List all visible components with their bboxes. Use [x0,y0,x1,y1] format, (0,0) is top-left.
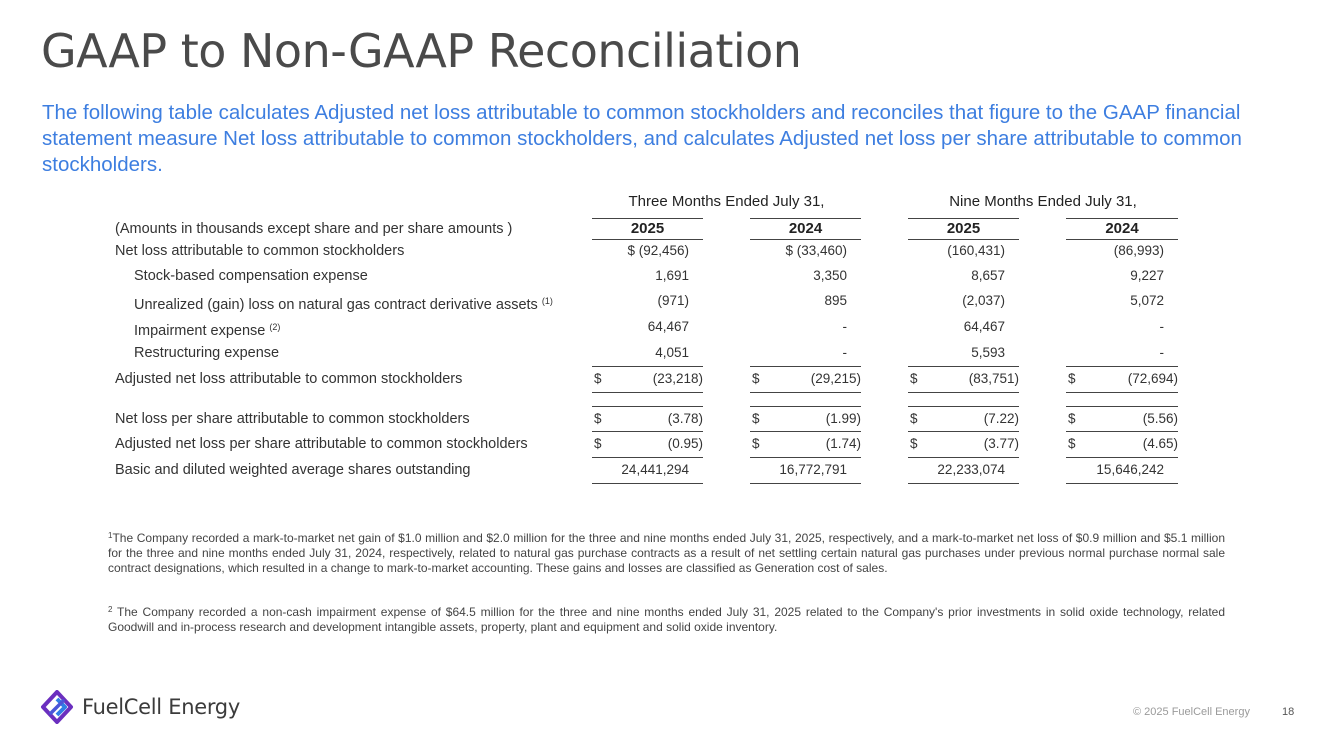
table-rule [908,392,1019,393]
row-label-text: Unrealized (gain) loss on natural gas contract derivative assets [134,297,538,313]
value-cell: $ (4.65) [1068,436,1178,451]
fuelcell-diamond-logo-icon [40,690,74,724]
value-cell: 8,657 [971,268,1005,283]
column-group-three-months: Three Months Ended July 31, [628,193,825,210]
row-label-text: Net loss per share attributable to common stockholders [115,411,470,427]
table-rule [592,483,703,484]
table-rule [908,366,1019,367]
value-cell: $ (1.99) [752,411,861,426]
page-title: GAAP to Non-GAAP Reconciliation [41,24,802,78]
year-header: 2025 [592,218,703,240]
table-rule [908,457,1019,458]
value-cell: 1,691 [655,268,689,283]
value-cell: 24,441,294 [621,462,689,477]
value-cell: (2,037) [962,293,1005,308]
year-header: 2024 [750,218,861,240]
table-rule [592,392,703,393]
value-cell: 3,350 [813,268,847,283]
table-rule [1066,406,1178,407]
value-cell: $ (92,456) [627,243,689,258]
table-rule [750,392,861,393]
row-label [115,369,462,389]
table-rule [592,406,703,407]
value-cell: $ (72,694) [1068,371,1178,386]
table-rule [908,406,1019,407]
value-cell: - [842,319,847,334]
value-cell: $ (23,218) [594,371,703,386]
table-rule [1066,392,1178,393]
copyright: © 2025 FuelCell Energy [1133,706,1250,718]
table-rule [750,406,861,407]
column-group-nine-months: Nine Months Ended July 31, [949,193,1137,210]
footnote-marker: 1 [108,531,113,540]
table-rule [592,366,703,367]
value-cell: $ (3.77) [910,436,1019,451]
value-cell: - [1159,319,1164,334]
value-cell: $ (1.74) [752,436,861,451]
row-footnote-ref: (2) [269,322,281,332]
table-rule [1066,431,1178,432]
value-cell: 9,227 [1130,268,1164,283]
value-cell: (971) [657,293,689,308]
row-label [134,343,279,363]
value-cell: (86,993) [1113,243,1164,258]
value-cell: 16,772,791 [779,462,847,477]
value-cell: - [1159,345,1164,360]
row-label [115,409,470,429]
table-rule [908,431,1019,432]
table-rule [750,431,861,432]
row-label [115,241,404,261]
page-subtitle: The following table calculates Adjusted net loss attributable to common stockholders and reconciles that figure to the GAAP financial statement measure Net loss attributable to common stockholders, and calculates Adjusted net loss per share attributable to common stockholders. [42,101,1242,176]
row-label [115,460,471,480]
value-cell: $ (7.22) [910,411,1019,426]
table-rule [750,366,861,367]
table-rule [1066,483,1178,484]
row-label [134,291,553,311]
row-label [115,434,528,454]
value-cell: $ (29,215) [752,371,861,386]
value-cell: (160,431) [947,243,1005,258]
year-header: 2024 [1066,218,1178,240]
page-number: 18 [1282,706,1295,718]
row-label [134,317,280,337]
row-label [134,266,368,286]
footnote-1 [108,528,1225,576]
value-cell: 64,467 [963,319,1005,334]
value-cell: - [842,345,847,360]
row-label-text: Basic and diluted weighted average shares outstanding [115,462,471,478]
value-cell: 22,233,074 [937,462,1005,477]
company-logo [40,690,240,724]
units-label: (Amounts in thousands except share and per share amounts ) [115,221,513,237]
logo-text: FuelCell Energy [82,695,240,719]
year-header: 2025 [908,218,1019,240]
row-label-text: Restructuring expense [134,345,280,361]
value-cell: $ (5.56) [1068,411,1178,426]
table-rule [908,483,1019,484]
value-cell: 64,467 [647,319,689,334]
value-cell: 895 [824,293,847,308]
footnote-text: The Company recorded a non-cash impairment expense of $64.5 million for the three and nine months ended July 31, 2025 related to the Company's prior investments in solid oxide technology, related Goodwill and in-process research and development intangible assets, property, plant and equipment and solid oxide inventory. [108,605,1225,634]
row-label-text: Adjusted net loss attributable to common stockholders [115,371,463,387]
table-rule [750,483,861,484]
value-cell: 5,593 [971,345,1005,360]
table-rule [592,431,703,432]
value-cell: $ (33,460) [785,243,847,258]
row-footnote-ref: (1) [541,296,553,306]
value-cell: $ (83,751) [910,371,1019,386]
value-cell: 5,072 [1130,293,1164,308]
value-cell: 4,051 [655,345,689,360]
row-label-text: Adjusted net loss per share attributable to common stockholders [115,436,528,452]
footnote-marker: 2 [108,605,113,614]
row-label-text: Net loss attributable to common stockholders [115,243,405,259]
table-rule [592,457,703,458]
value-cell: $ (0.95) [594,436,703,451]
table-rule [1066,457,1178,458]
value-cell: $ (3.78) [594,411,703,426]
footnote-text: The Company recorded a mark-to-market net gain of $1.0 million and $2.0 million for the three and nine months ended July 31, 2025, respectively, and a mark-to-market net loss of $0.9 million and $5.1 million for the three and nine months ended July 31, 2024, respectively, related to natural gas purchase contracts as a result of net settling certain natural gas purchases under previous normal purchase normal sale contract designations, which resulted in a change to mark-to-market accounting. These gains and losses are classified as Generation cost of sales. [108,531,1225,575]
row-label-text: Impairment expense [134,323,266,339]
table-rule [1066,366,1178,367]
table-rule [750,457,861,458]
value-cell: 15,646,242 [1096,462,1164,477]
row-label-text: Stock-based compensation expense [134,268,368,284]
footnote-2 [108,602,1225,635]
